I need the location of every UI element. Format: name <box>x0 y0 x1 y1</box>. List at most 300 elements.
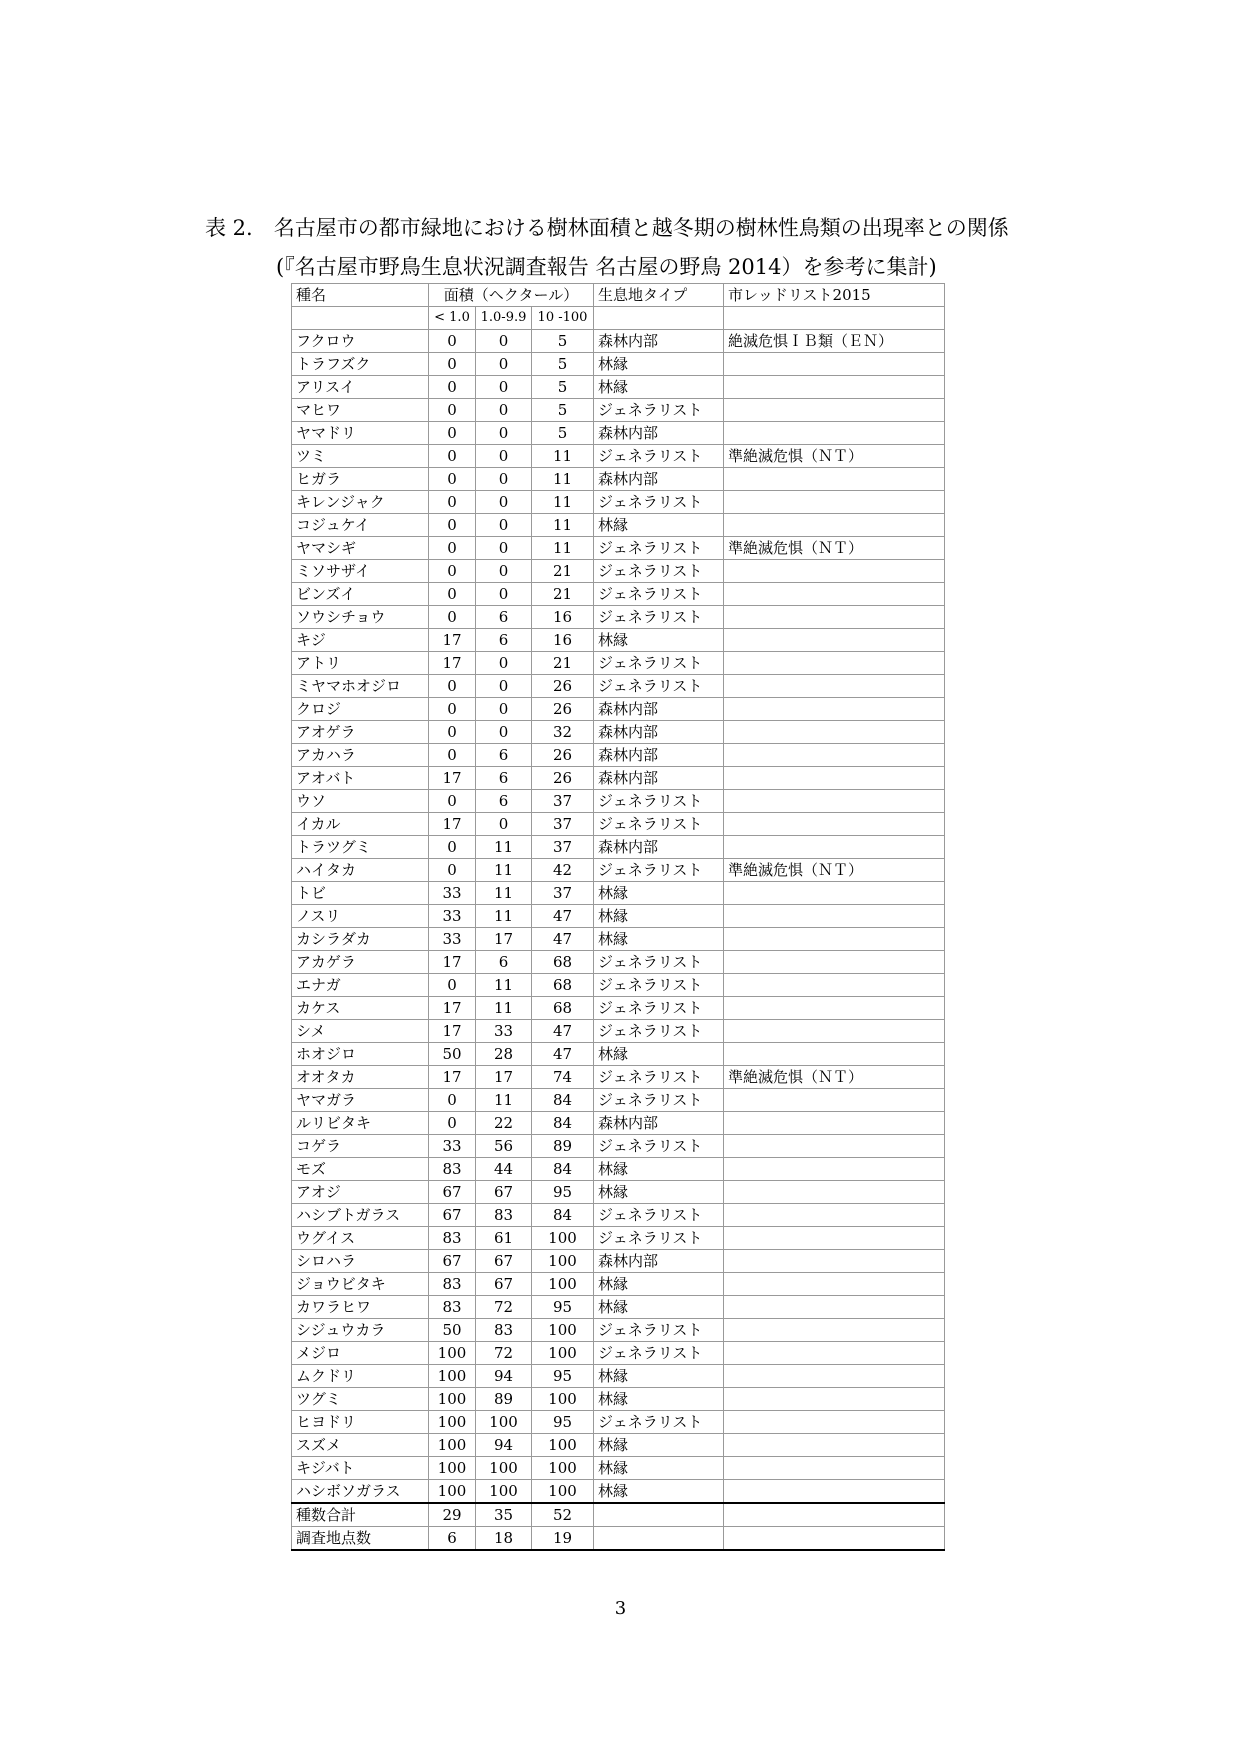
table-row <box>292 1181 945 1204</box>
rate-small-area: 0 <box>429 330 476 353</box>
habitat-type: 林縁 <box>594 1388 724 1411</box>
rate-large-area: 11 <box>532 445 594 468</box>
rate-small-area: 0 <box>429 859 476 882</box>
habitat-type: ジェネラリスト <box>594 652 724 675</box>
habitat-type: ジェネラリスト <box>594 560 724 583</box>
redlist-status <box>724 1342 945 1365</box>
species-name: ムクドリ <box>292 1365 429 1388</box>
habitat-type: 林縁 <box>594 1158 724 1181</box>
redlist-status <box>724 698 945 721</box>
rate-large-area: 100 <box>532 1273 594 1296</box>
rate-medium-area: 61 <box>476 1227 532 1250</box>
rate-large-area: 68 <box>532 997 594 1020</box>
habitat-type: ジェネラリスト <box>594 1020 724 1043</box>
rate-small-area: 100 <box>429 1480 476 1504</box>
table-row <box>292 997 945 1020</box>
species-name: シロハラ <box>292 1250 429 1273</box>
redlist-status <box>724 1319 945 1342</box>
table-row <box>292 1227 945 1250</box>
rate-medium-area: 100 <box>476 1480 532 1504</box>
table-row <box>292 698 945 721</box>
rate-large-area: 100 <box>532 1319 594 1342</box>
habitat-type: 森林内部 <box>594 836 724 859</box>
rate-medium-area: 6 <box>476 767 532 790</box>
redlist-status <box>724 928 945 951</box>
rate-large-area: 11 <box>532 491 594 514</box>
rate-large-area: 47 <box>532 1043 594 1066</box>
rate-large-area: 47 <box>532 905 594 928</box>
redlist-status <box>724 1388 945 1411</box>
habitat-type: 森林内部 <box>594 767 724 790</box>
species-name: ヤマドリ <box>292 422 429 445</box>
table-row <box>292 1112 945 1135</box>
totals-empty <box>724 1503 945 1527</box>
habitat-type: ジェネラリスト <box>594 445 724 468</box>
habitat-type: 森林内部 <box>594 721 724 744</box>
rate-medium-area: 6 <box>476 744 532 767</box>
rate-small-area: 0 <box>429 1112 476 1135</box>
rate-large-area: 89 <box>532 1135 594 1158</box>
species-name: ノスリ <box>292 905 429 928</box>
habitat-type: 林縁 <box>594 882 724 905</box>
table-row <box>292 1089 945 1112</box>
rate-medium-area: 11 <box>476 882 532 905</box>
species-name: ミソサザイ <box>292 560 429 583</box>
habitat-type: ジェネラリスト <box>594 537 724 560</box>
rate-large-area: 84 <box>532 1204 594 1227</box>
redlist-status: 準絶滅危惧（ＮＴ） <box>724 537 945 560</box>
rate-large-area: 37 <box>532 882 594 905</box>
habitat-type: 森林内部 <box>594 744 724 767</box>
habitat-type: ジェネラリスト <box>594 583 724 606</box>
table-row <box>292 422 945 445</box>
rate-medium-area: 17 <box>476 928 532 951</box>
table-row <box>292 1273 945 1296</box>
rate-medium-area: 83 <box>476 1319 532 1342</box>
rate-medium-area: 56 <box>476 1135 532 1158</box>
rate-large-area: 100 <box>532 1388 594 1411</box>
habitat-type: ジェネラリスト <box>594 1066 724 1089</box>
rate-medium-area: 0 <box>476 560 532 583</box>
habitat-type: 林縁 <box>594 1043 724 1066</box>
totals-empty <box>594 1503 724 1527</box>
redlist-status <box>724 606 945 629</box>
rate-small-area: 17 <box>429 1020 476 1043</box>
habitat-type: ジェネラリスト <box>594 1227 724 1250</box>
rate-medium-area: 0 <box>476 675 532 698</box>
table-row <box>292 629 945 652</box>
species-name: キジ <box>292 629 429 652</box>
rate-small-area: 17 <box>429 951 476 974</box>
habitat-type: 林縁 <box>594 1296 724 1319</box>
rate-large-area: 11 <box>532 514 594 537</box>
rate-small-area: 100 <box>429 1365 476 1388</box>
rate-medium-area: 6 <box>476 629 532 652</box>
redlist-status <box>724 1480 945 1504</box>
redlist-status: 準絶滅危惧（ＮＴ） <box>724 445 945 468</box>
table-row <box>292 813 945 836</box>
rate-medium-area: 83 <box>476 1204 532 1227</box>
redlist-status <box>724 652 945 675</box>
rate-small-area: 0 <box>429 376 476 399</box>
habitat-type: ジェネラリスト <box>594 1342 724 1365</box>
table-row <box>292 468 945 491</box>
table-row <box>292 652 945 675</box>
rate-small-area: 83 <box>429 1273 476 1296</box>
redlist-status <box>724 721 945 744</box>
redlist-status <box>724 1457 945 1480</box>
habitat-type: 林縁 <box>594 1480 724 1504</box>
species-name: エナガ <box>292 974 429 997</box>
habitat-type: 森林内部 <box>594 422 724 445</box>
habitat-type: ジェネラリスト <box>594 859 724 882</box>
rate-large-area: 32 <box>532 721 594 744</box>
rate-large-area: 16 <box>532 629 594 652</box>
rate-small-area: 33 <box>429 882 476 905</box>
table-row <box>292 537 945 560</box>
rate-medium-area: 67 <box>476 1250 532 1273</box>
redlist-status: 絶滅危惧ＩＢ類（ＥＮ） <box>724 330 945 353</box>
habitat-type: 林縁 <box>594 1457 724 1480</box>
rate-medium-area: 11 <box>476 974 532 997</box>
rate-large-area: 100 <box>532 1342 594 1365</box>
habitat-type: ジェネラリスト <box>594 974 724 997</box>
rate-large-area: 95 <box>532 1181 594 1204</box>
table-row <box>292 399 945 422</box>
rate-medium-area: 0 <box>476 330 532 353</box>
rate-medium-area: 0 <box>476 468 532 491</box>
redlist-status <box>724 1020 945 1043</box>
table-row <box>292 790 945 813</box>
table-row <box>292 1365 945 1388</box>
species-name: アカゲラ <box>292 951 429 974</box>
habitat-type: 林縁 <box>594 1181 724 1204</box>
species-name: トラツグミ <box>292 836 429 859</box>
redlist-status <box>724 1434 945 1457</box>
species-name: トラフズク <box>292 353 429 376</box>
rate-medium-area: 0 <box>476 445 532 468</box>
rate-large-area: 100 <box>532 1480 594 1504</box>
rate-large-area: 26 <box>532 744 594 767</box>
rate-small-area: 50 <box>429 1043 476 1066</box>
rate-large-area: 5 <box>532 353 594 376</box>
species-name: アトリ <box>292 652 429 675</box>
rate-medium-area: 0 <box>476 353 532 376</box>
habitat-type: ジェネラリスト <box>594 1135 724 1158</box>
header-species: 種名 <box>292 284 429 307</box>
habitat-type: 森林内部 <box>594 330 724 353</box>
rate-medium-area: 6 <box>476 951 532 974</box>
table-row <box>292 353 945 376</box>
table-row <box>292 1388 945 1411</box>
rate-large-area: 100 <box>532 1227 594 1250</box>
redlist-status <box>724 514 945 537</box>
table-row <box>292 1457 945 1480</box>
species-name: フクロウ <box>292 330 429 353</box>
species-name: アリスイ <box>292 376 429 399</box>
rate-large-area: 84 <box>532 1158 594 1181</box>
rate-small-area: 0 <box>429 744 476 767</box>
rate-small-area: 100 <box>429 1457 476 1480</box>
table-row <box>292 606 945 629</box>
rate-medium-area: 11 <box>476 859 532 882</box>
rate-medium-area: 0 <box>476 813 532 836</box>
habitat-type: 林縁 <box>594 1273 724 1296</box>
table-row <box>292 376 945 399</box>
rate-large-area: 100 <box>532 1457 594 1480</box>
rate-medium-area: 44 <box>476 1158 532 1181</box>
species-name: アオゲラ <box>292 721 429 744</box>
rate-medium-area: 11 <box>476 997 532 1020</box>
subheader-empty <box>292 307 429 330</box>
totals-label: 種数合計 <box>292 1503 429 1527</box>
rate-large-area: 84 <box>532 1112 594 1135</box>
species-name: コゲラ <box>292 1135 429 1158</box>
redlist-status <box>724 813 945 836</box>
redlist-status <box>724 790 945 813</box>
rate-medium-area: 0 <box>476 652 532 675</box>
habitat-type: 森林内部 <box>594 698 724 721</box>
habitat-type: 林縁 <box>594 514 724 537</box>
redlist-status <box>724 583 945 606</box>
rate-large-area: 100 <box>532 1250 594 1273</box>
redlist-status <box>724 1273 945 1296</box>
redlist-status <box>724 1089 945 1112</box>
table-row <box>292 1342 945 1365</box>
rate-large-area: 100 <box>532 1434 594 1457</box>
rate-medium-area: 100 <box>476 1457 532 1480</box>
totals-row <box>292 1503 945 1527</box>
rate-large-area: 95 <box>532 1411 594 1434</box>
habitat-type: 林縁 <box>594 905 724 928</box>
rate-small-area: 17 <box>429 767 476 790</box>
table-row <box>292 859 945 882</box>
species-name: ヒヨドリ <box>292 1411 429 1434</box>
habitat-type: ジェネラリスト <box>594 1089 724 1112</box>
species-name: ハシボソガラス <box>292 1480 429 1504</box>
species-name: ハイタカ <box>292 859 429 882</box>
rate-small-area: 33 <box>429 905 476 928</box>
redlist-status <box>724 376 945 399</box>
rate-small-area: 0 <box>429 606 476 629</box>
redlist-status <box>724 1204 945 1227</box>
redlist-status <box>724 905 945 928</box>
subheader-area-large: 10 -100 <box>532 307 594 330</box>
redlist-status <box>724 1365 945 1388</box>
table-subtitle: (『名古屋市野鳥生息状況調査報告 名古屋の野鳥 2014）を参考に集計) <box>276 255 937 279</box>
species-name: ホオジロ <box>292 1043 429 1066</box>
habitat-type: ジェネラリスト <box>594 491 724 514</box>
rate-medium-area: 0 <box>476 376 532 399</box>
rate-medium-area: 67 <box>476 1181 532 1204</box>
habitat-type: 森林内部 <box>594 468 724 491</box>
rate-medium-area: 94 <box>476 1365 532 1388</box>
table-row <box>292 1250 945 1273</box>
rate-large-area: 68 <box>532 951 594 974</box>
rate-large-area: 5 <box>532 376 594 399</box>
subheader-area-medium: 1.0-9.9 <box>476 307 532 330</box>
table-row <box>292 1043 945 1066</box>
rate-large-area: 37 <box>532 813 594 836</box>
rate-medium-area: 89 <box>476 1388 532 1411</box>
table-row <box>292 974 945 997</box>
table-row <box>292 767 945 790</box>
table-row <box>292 445 945 468</box>
rate-small-area: 17 <box>429 629 476 652</box>
table-row <box>292 1480 945 1504</box>
table-row <box>292 1135 945 1158</box>
redlist-status <box>724 1181 945 1204</box>
species-name: スズメ <box>292 1434 429 1457</box>
rate-medium-area: 0 <box>476 698 532 721</box>
rate-medium-area: 72 <box>476 1296 532 1319</box>
redlist-status <box>724 1227 945 1250</box>
bird-occurrence-table <box>291 283 945 1551</box>
totals-small-area: 29 <box>429 1503 476 1527</box>
header-row <box>292 284 945 307</box>
rate-large-area: 47 <box>532 1020 594 1043</box>
header-area: 面積（ヘクタール） <box>429 284 594 307</box>
species-name: シメ <box>292 1020 429 1043</box>
table-row <box>292 583 945 606</box>
table-row <box>292 1204 945 1227</box>
redlist-status <box>724 468 945 491</box>
species-name: イカル <box>292 813 429 836</box>
rate-small-area: 33 <box>429 1135 476 1158</box>
rate-small-area: 0 <box>429 399 476 422</box>
species-name: キレンジャク <box>292 491 429 514</box>
species-name: カシラダカ <box>292 928 429 951</box>
species-name: キジバト <box>292 1457 429 1480</box>
habitat-type: 林縁 <box>594 353 724 376</box>
rate-small-area: 0 <box>429 974 476 997</box>
rate-medium-area: 0 <box>476 583 532 606</box>
habitat-type: ジェネラリスト <box>594 675 724 698</box>
species-name: カケス <box>292 997 429 1020</box>
table-row <box>292 882 945 905</box>
totals-empty <box>724 1527 945 1551</box>
rate-large-area: 5 <box>532 399 594 422</box>
redlist-status <box>724 675 945 698</box>
rate-small-area: 100 <box>429 1411 476 1434</box>
rate-small-area: 0 <box>429 422 476 445</box>
species-name: メジロ <box>292 1342 429 1365</box>
rate-medium-area: 11 <box>476 1089 532 1112</box>
totals-large-area: 19 <box>532 1527 594 1551</box>
species-name: アオジ <box>292 1181 429 1204</box>
rate-large-area: 95 <box>532 1296 594 1319</box>
rate-small-area: 0 <box>429 698 476 721</box>
redlist-status <box>724 974 945 997</box>
rate-medium-area: 0 <box>476 491 532 514</box>
species-name: ツグミ <box>292 1388 429 1411</box>
redlist-status <box>724 744 945 767</box>
species-name: ウグイス <box>292 1227 429 1250</box>
rate-large-area: 26 <box>532 698 594 721</box>
rate-small-area: 0 <box>429 583 476 606</box>
redlist-status <box>724 353 945 376</box>
habitat-type: 林縁 <box>594 1434 724 1457</box>
habitat-type: ジェネラリスト <box>594 1411 724 1434</box>
rate-large-area: 37 <box>532 790 594 813</box>
species-name: ツミ <box>292 445 429 468</box>
rate-large-area: 26 <box>532 767 594 790</box>
rate-medium-area: 0 <box>476 537 532 560</box>
species-name: ソウシチョウ <box>292 606 429 629</box>
habitat-type: 林縁 <box>594 1365 724 1388</box>
redlist-status: 準絶滅危惧（ＮＴ） <box>724 859 945 882</box>
totals-label: 調査地点数 <box>292 1527 429 1551</box>
rate-small-area: 0 <box>429 537 476 560</box>
totals-medium-area: 35 <box>476 1503 532 1527</box>
rate-large-area: 84 <box>532 1089 594 1112</box>
rate-medium-area: 0 <box>476 721 532 744</box>
species-name: マヒワ <box>292 399 429 422</box>
rate-large-area: 5 <box>532 422 594 445</box>
header-redlist: 市レッドリスト2015 <box>724 284 945 307</box>
subheader-area-small: < 1.0 <box>429 307 476 330</box>
species-name: ミヤマホオジロ <box>292 675 429 698</box>
rate-small-area: 100 <box>429 1342 476 1365</box>
table-row <box>292 721 945 744</box>
redlist-status <box>724 1112 945 1135</box>
habitat-type: ジェネラリスト <box>594 813 724 836</box>
rate-small-area: 0 <box>429 675 476 698</box>
rate-large-area: 42 <box>532 859 594 882</box>
rate-medium-area: 100 <box>476 1411 532 1434</box>
habitat-type: 林縁 <box>594 928 724 951</box>
rate-small-area: 67 <box>429 1250 476 1273</box>
habitat-type: 林縁 <box>594 629 724 652</box>
table-row <box>292 675 945 698</box>
species-name: モズ <box>292 1158 429 1181</box>
redlist-status <box>724 1043 945 1066</box>
page-number: 3 <box>614 1598 627 1619</box>
habitat-type: 森林内部 <box>594 1112 724 1135</box>
species-name: ルリビタキ <box>292 1112 429 1135</box>
redlist-status <box>724 1250 945 1273</box>
redlist-status <box>724 629 945 652</box>
species-name: ヤマガラ <box>292 1089 429 1112</box>
table-row <box>292 905 945 928</box>
rate-small-area: 0 <box>429 514 476 537</box>
totals-large-area: 52 <box>532 1503 594 1527</box>
habitat-type: ジェネラリスト <box>594 399 724 422</box>
rate-large-area: 47 <box>532 928 594 951</box>
redlist-status <box>724 422 945 445</box>
rate-large-area: 26 <box>532 675 594 698</box>
species-name: トビ <box>292 882 429 905</box>
rate-small-area: 0 <box>429 1089 476 1112</box>
rate-large-area: 21 <box>532 652 594 675</box>
redlist-status <box>724 997 945 1020</box>
rate-small-area: 67 <box>429 1181 476 1204</box>
table-row <box>292 951 945 974</box>
redlist-status <box>724 1158 945 1181</box>
rate-large-area: 16 <box>532 606 594 629</box>
table-row <box>292 1066 945 1089</box>
habitat-type: ジェネラリスト <box>594 790 724 813</box>
rate-medium-area: 33 <box>476 1020 532 1043</box>
rate-medium-area: 17 <box>476 1066 532 1089</box>
rate-medium-area: 6 <box>476 790 532 813</box>
rate-small-area: 67 <box>429 1204 476 1227</box>
rate-medium-area: 6 <box>476 606 532 629</box>
table-row <box>292 1411 945 1434</box>
rate-large-area: 37 <box>532 836 594 859</box>
species-name: シジュウカラ <box>292 1319 429 1342</box>
header-habitat: 生息地タイプ <box>594 284 724 307</box>
